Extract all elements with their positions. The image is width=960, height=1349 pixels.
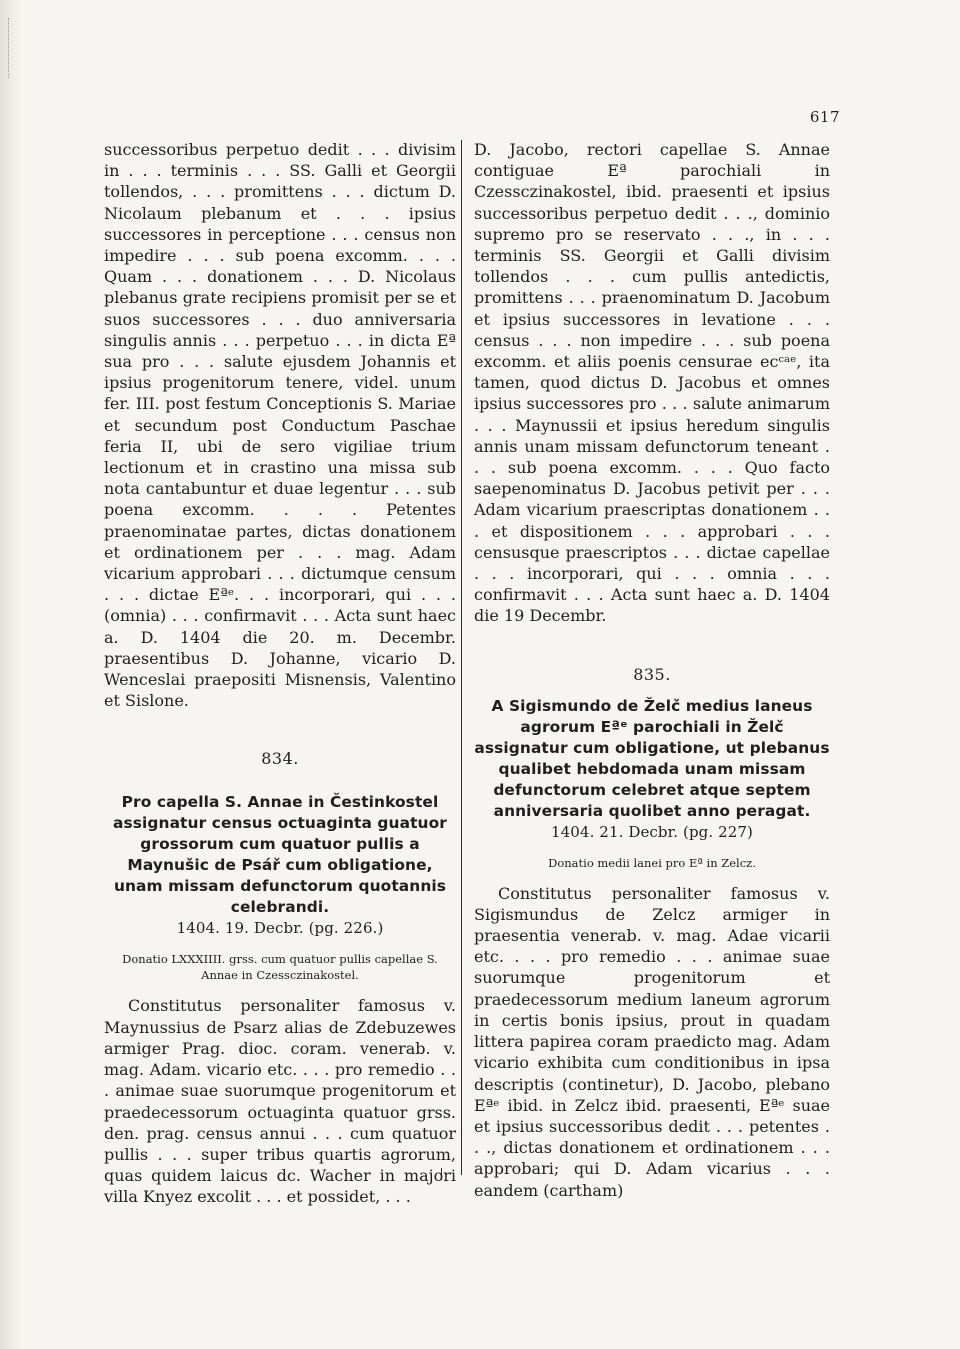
column-divider bbox=[461, 140, 462, 1175]
entry-title-835 bbox=[474, 696, 830, 843]
left-column bbox=[104, 139, 456, 1208]
scan-edge bbox=[0, 0, 22, 1349]
entry-regest-835: Donatio medii lanei pro Eª in Zelcz. bbox=[548, 855, 756, 870]
page-number: 617 bbox=[809, 108, 840, 126]
entry-date-834: 1404. 19. Decbr. (pg. 226.) bbox=[176, 919, 384, 938]
entry-text-834: Constitutus personaliter famosus v. Maynussius de Psarz alias de Zdebuzewes armiger Prag. dioc. coram. venerab. v. mag. Adam. vicario etc. . . . pro remedio . . . animae suae suorumque progenitorum et praedecessorum octuaginta quatuor grss. den. prag. census annui . . . cum quatuor pullis . . . super tribus quartis agrorum, quas quidem laicus dc. Wacher in majori villa Knyez excolit . . . et possidet, . . . bbox=[104, 996, 456, 1207]
entry-number-834: 834. bbox=[261, 749, 299, 769]
entry-regest-834: Donatio LXXXIIII. grss. cum quatuor pullis capellae S. Annae in Czessczinakostel. bbox=[122, 952, 438, 983]
right-continuation-text: D. Jacobo, rectori capellae S. Annae contiguae Eª parochiali in Czessczinakostel, ibid. praesenti et ipsius successoribus perpetuo dedit . . ., dominio supremo pro se reservato . . ., in . . . terminis SS. Georgii et Galli divisim tollendos . . . cum pullis antedictis, promittens . . . praenominatum D. Jacobum et ipsius successores in levatione . . . census . . . non impedire . . . sub poena excomm. et aliis poenis censurae ecᶜᵃᵉ, ita tamen, quod dictus D. Jacobus et omnes ipsius successores pro . . . salute animarum . . . Maynussii et ipsius heredum singulis annis unam missam defunctorum teneant . . . sub poena excomm. . . . Quo facto saepenominatus D. Jacobus petivit per . . . Adam vicarium praescriptas donationem . . . et dispositionem . . . approbari . . . censusque praescriptos . . . dictae capellae . . . incorporari, qui . . . omnia . . . confirmavit . . . Acta sunt haec a. D. 1404 die 19 Decembr. bbox=[474, 140, 830, 626]
left-continuation-text: successoribus perpetuo dedit . . . divisim in . . . terminis . . . SS. Galli et Georgii tollendos, . . . promittens . . . dictum D. Nicolaum plebanum et . . . ipsius successores in perceptione . . . census non impedire . . . sub poena excomm. . . . Quam . . . donationem . . . D. Nicolaus plebanus grate recipiens promisit per se et suos successores . . . duo anniversaria singulis annis . . . perpetuo . . . in dicta Eª sua pro . . . salute ejusdem Johannis et ipsius progenitorum tenere, videl. unum fer. III. post festum Conceptionis S. Mariae et secundum post Conductum Paschae feria II, ubi de sero vigiliae trium lectionum et in crastino una missa sub nota cantabuntur et duae legentur . . . sub poena excomm. . . . Petentes praenominatae partes, dictas donationem et ordinationem per . . . mag. Adam vicarium approbari . . . dictumque censum . . . dictae Eªᵉ. . . incorporari, qui . . . (omnia) . . . confirmavit . . . Acta sunt haec a. D. 1404 die 20. m. Decembr. praesentibus D. Johanne, vicario D. Wenceslai praepositi Misnensis, Valentino et Sislone. bbox=[104, 140, 456, 711]
entry-date-835: 1404. 21. Decbr. (pg. 227) bbox=[551, 822, 753, 841]
entry-title-835-text: A Sigismundo de Želč medius laneus agrorum Eªᵉ parochiali in Želč assignatur cum obligatione, ut plebanus qualibet hebdomada unam missam defunctorum celebret atque septem anniversaria quolibet anno peragat. bbox=[474, 696, 830, 820]
right-column bbox=[474, 139, 830, 1201]
scan-speck bbox=[8, 18, 49, 78]
entry-title-834-text: Pro capella S. Annae in Čestinkostel assignatur census octuaginta guatuor grossorum cum quatuor pullis a Maynušic de Psář cum obligatione, unam missam defunctorum quotannis celebrandi. bbox=[113, 793, 447, 917]
entry-number-835: 835. bbox=[633, 664, 671, 684]
entry-text-835: Constitutus personaliter famosus v. Sigismundus de Zelcz armiger in praesentia venerab. v. mag. Adae vicarii etc. . . . pro remedio . . . animae suae suorumque progenitorum et praedecessorum medium laneum agrorum in certis bonis ipsius, prout in quadam littera papirea coram praedicto mag. Adam vicario exhibita cum conditionibus in ipsa descriptis (continetur), D. Jacobo, plebano Eªᵉ ibid. in Zelcz ibid. praesenti, Eªᵉ suae et ipsius successoribus dedit . . . petentes . . ., dictas donationem et ordinationem . . . approbari; qui D. Adam vicarius . . . eandem (cartham) bbox=[474, 883, 830, 1200]
entry-title-834 bbox=[104, 792, 456, 939]
